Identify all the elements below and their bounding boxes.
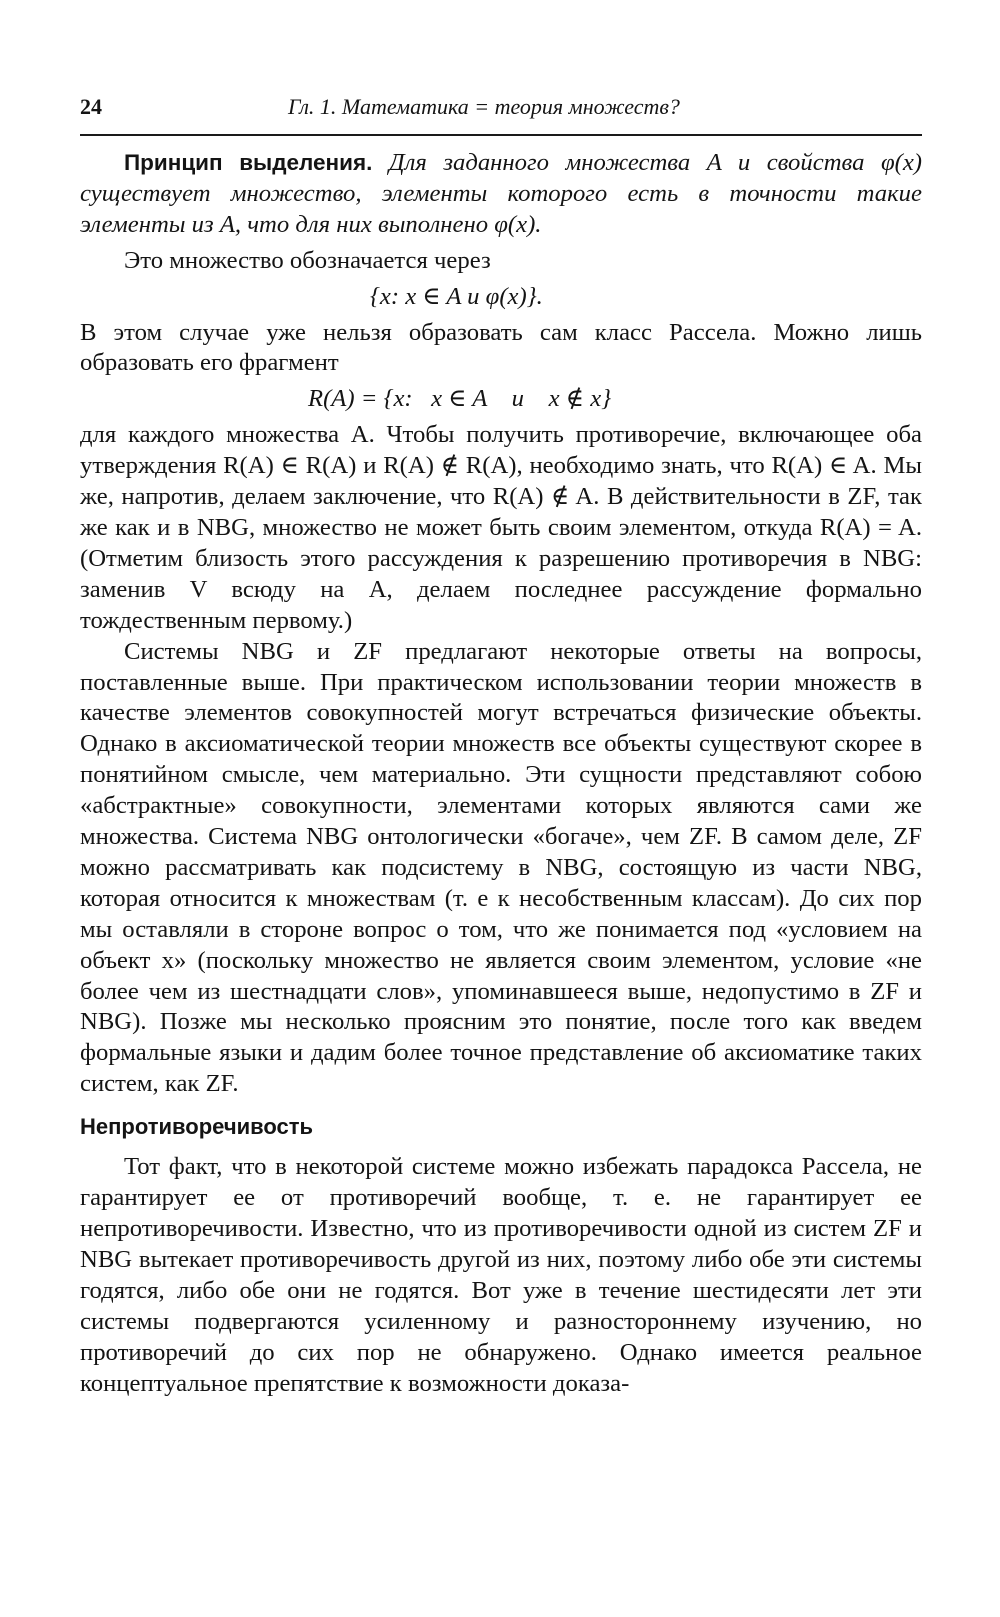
paragraph-notation: Это множество обозначается через [124,246,491,274]
principle-paragraph [80,148,922,241]
paragraph-russell-class: В этом случае уже нельзя образовать сам класс Рассела. Можно лишь образовать его фрагмент [80,318,922,377]
formula-russell-fragment: R(A) = {x: x ∈ A и x ∉ x} [308,385,612,413]
body-text [80,148,922,1399]
paragraph-systems: Системы NBG и ZF предлагают некоторые ответы на вопросы, поставленные выше. При практическом использовании теории множеств в качестве элементов совокупностей могут встречаться физические объекты. Однако в аксиоматической теории множеств все объекты существуют скорее в понятийном смысле, чем материально. Эти сущности представляют собою «абстрактные» совокупности, элементами которых являются сами же множества. Система NBG онтологически «богаче», чем ZF. В самом деле, ZF можно рассматривать как подсистему в NBG, состоящую из части NBG, которая относится к множествам (т. е к несобственным классам). До сих пор мы оставляли в стороне вопрос о том, что же понимается под «условием на объект x» (поскольку множество не является своим элементом, условие «не более чем из шестнадцати слов», упоминавшееся выше, недопустимо в ZF и NBG). Позже мы несколько проясним это понятие, после того как введем формальные языки и дадим более точное представление об аксиоматике таких систем, как ZF. [80,637,922,1098]
paragraph-consistency: Тот факт, что в некоторой системе можно избежать парадокса Рассела, не гарантирует ее от противоречий вообще, т. е. не гарантирует ее непротиворечивости. Известно, что из противоречивости одной из систем ZF и NBG вытекает противоречивость другой из них, поэтому либо обе эти системы годятся, либо обе они не годятся. Вот уже в течение шестидесяти лет эти системы подвергаются усиленному и разностороннему изучению, но противоречий до сих пор не обнаружено. Однако имеется реальное концептуальное препятствие к возможности доказа- [80,1153,922,1397]
book-page [80,0,922,1617]
page-header [80,94,922,136]
principle-title: Принцип выделения. [124,150,373,175]
paragraph-contradiction: для каждого множества A. Чтобы получить противоречие, включающее оба утверждения R(A) ∈ R(A) и R(A) ∉ R(A), необходимо знать, что R(A) ∈ A. Мы же, напротив, делаем заключение, что R(A) ∉ A. В действительности в ZF, так же как и в NBG, множество не может быть своим элементом, откуда R(A) = A. (Отметим близость этого рассуждения к разрешению противоречия в NBG: заменив V всюду на A, делаем последнее рассуждение формально тождественным первому.) [80,421,922,634]
formula-set-builder: {x: x ∈ A и φ(x)}. [370,282,543,310]
section-heading-consistency: Непротиворечивость [80,1114,314,1140]
page-number: 24 [80,94,102,119]
running-head: Гл. 1. Математика = теория множеств? [288,94,680,119]
principle-text: Для заданного множества A и свойства φ(x) существует множество, элементы которого есть в точности такие элементы из A, что для них выполнено φ(x). [80,149,923,238]
